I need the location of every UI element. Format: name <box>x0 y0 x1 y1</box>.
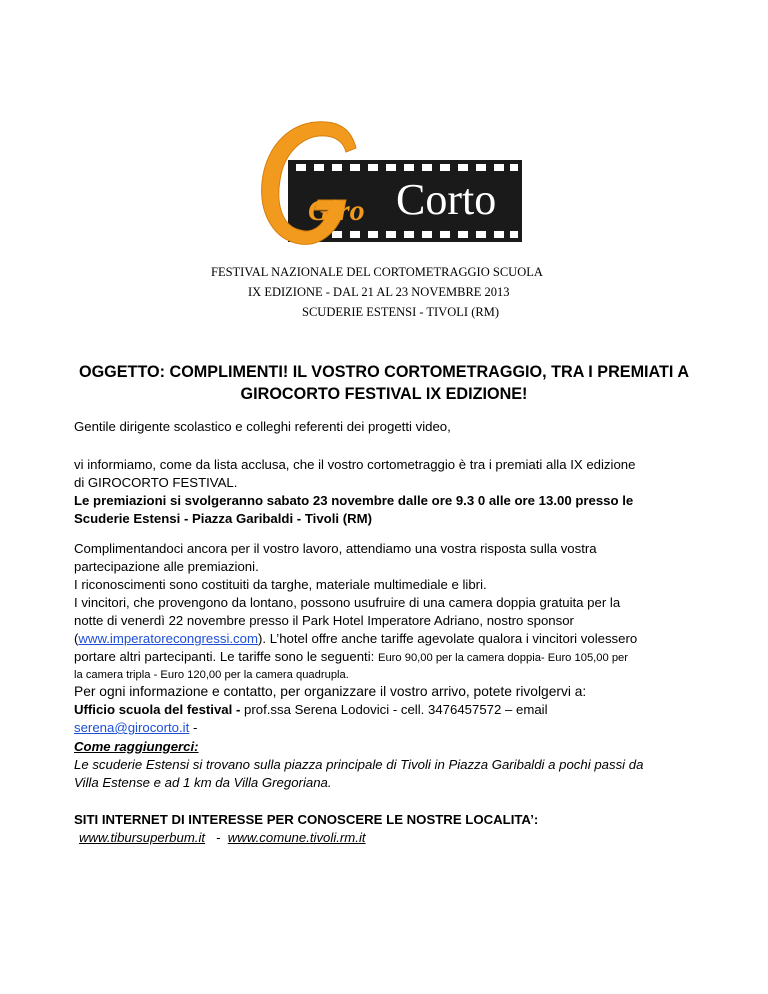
girocorto-logo <box>248 114 524 254</box>
para2-line9: Per ogni informazione e contatto, per organizzare il vostro arrivo, potete rivolgervi a: <box>74 684 587 699</box>
directions-line1: Le scuderie Estensi si trovano sulla piazza principale di Tivoli in Piazza Garibaldi a pochi passi da <box>74 757 644 772</box>
para1-line2: di GIROCORTO FESTIVAL. <box>74 475 238 490</box>
contact-text: prof.ssa Serena Lodovici - cell. 3476457572 – email <box>244 702 548 717</box>
directions-line2: Villa Estense e ad 1 km da Villa Gregoriana. <box>74 775 332 790</box>
paren-open: ( <box>74 631 79 646</box>
logo-corto-text: Corto <box>396 175 497 224</box>
sites-section <box>74 811 696 847</box>
tibursuperbum-link[interactable]: www.tibursuperbum.it <box>79 830 206 845</box>
dash-text: - <box>189 720 198 735</box>
sites-links <box>74 829 696 847</box>
directions-title: Come raggiungerci: <box>74 739 199 754</box>
para2-line10 <box>74 701 696 719</box>
paragraph-details <box>74 540 696 737</box>
rates-text-1: Euro 90,00 per la camera doppia- Euro 105,00 per <box>377 652 628 664</box>
directions-section <box>74 738 696 792</box>
comune-tivoli-link[interactable]: www.comune.tivoli.rm.it <box>227 830 366 845</box>
greeting: Gentile dirigente scolastico e colleghi referenti dei progetti video, <box>74 419 451 434</box>
para2-line6 <box>74 630 696 648</box>
para2-line4: I vincitori, che provengono da lontano, possono usufruire di una camera doppia gratuita per la <box>74 595 621 610</box>
para2-line3: I riconoscimenti sono costituiti da targhe, materiale multimediale e libri. <box>74 577 487 592</box>
paragraph-info <box>74 456 696 528</box>
header-line-edition: IX EDIZIONE - DAL 21 AL 23 NOVEMBRE 2013 <box>248 285 510 299</box>
para2-line7 <box>74 648 696 667</box>
subject-line-1: OGGETTO: COMPLIMENTI! IL VOSTRO CORTOMETRAGGIO, TRA I PREMIATI A <box>78 363 690 381</box>
logo-giro-text: Giro <box>308 194 365 227</box>
para2-line2: partecipazione alle premiazioni. <box>74 559 259 574</box>
sites-separator: - <box>205 830 228 845</box>
office-label: Ufficio scuola del festival - <box>74 702 245 717</box>
sites-title: SITI INTERNET DI INTERESSE PER CONOSCERE LE NOSTRE LOCALITA’: <box>74 812 539 827</box>
hotel-link[interactable]: www.imperatorecongressi.com <box>78 631 258 646</box>
para1-line1: vi informiamo, come da lista acclusa, che il vostro cortometraggio è tra i premiati alla IX edizione <box>74 457 636 472</box>
para2-line5: notte di venerdì 22 novembre presso il Park Hotel Imperatore Adriano, nostro sponsor <box>74 613 574 628</box>
header-line-festival: FESTIVAL NAZIONALE DEL CORTOMETRAGGIO SCUOLA <box>211 265 543 279</box>
para2-line6-text: ). L’hotel offre anche tariffe agevolate qualora i vincitori volessero <box>257 631 638 646</box>
para2-line7-text: portare altri partecipanti. Le tariffe sono le seguenti: <box>74 649 378 664</box>
para1-bold-line1: Le premiazioni si svolgeranno sabato 23 novembre dalle ore 9.3 0 alle ore 13.00 presso le <box>74 493 634 508</box>
email-link[interactable]: serena@girocorto.it <box>74 720 190 735</box>
subject-line-2: GIROCORTO FESTIVAL IX EDIZIONE! <box>240 385 528 403</box>
para2-line1: Complimentandoci ancora per il vostro lavoro, attendiamo una vostra risposta sulla vostra <box>74 541 597 556</box>
rates-text-2: la camera tripla - Euro 120,00 per la camera quadrupla. <box>74 669 349 681</box>
para2-line11 <box>74 719 696 737</box>
subject-heading <box>74 361 694 405</box>
para1-bold-line2: Scuderie Estensi - Piazza Garibaldi - Tivoli (RM) <box>74 511 373 526</box>
header-line-venue: SCUDERIE ESTENSI - TIVOLI (RM) <box>302 305 499 319</box>
